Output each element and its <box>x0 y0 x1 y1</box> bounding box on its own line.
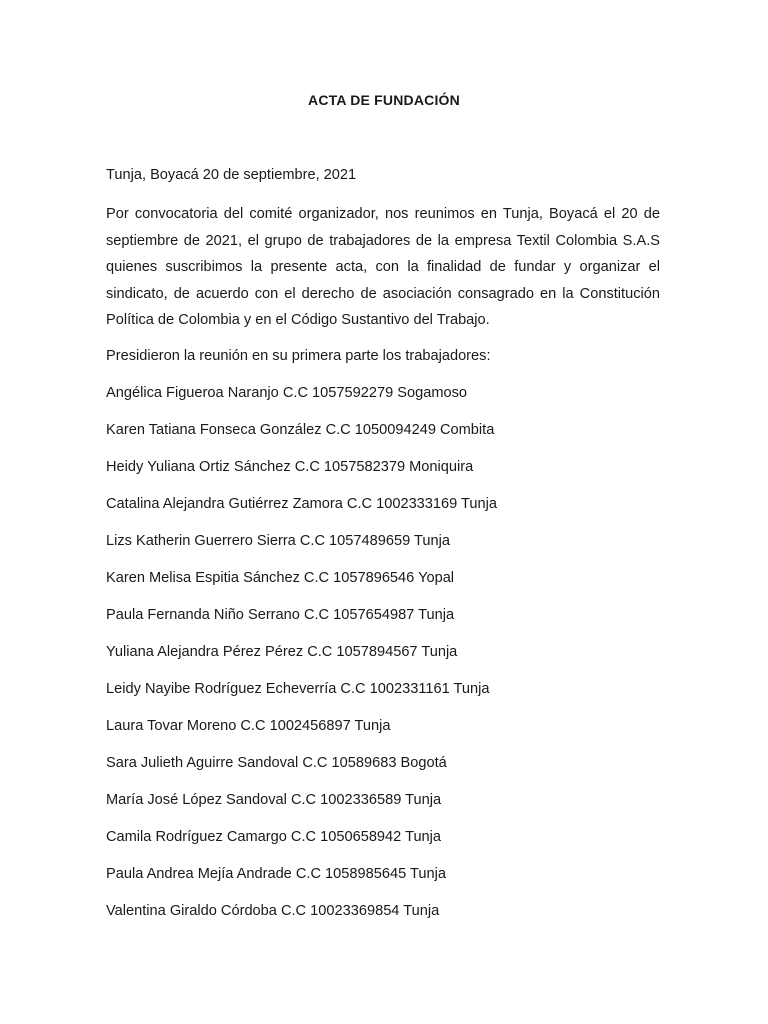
member-item: Lizs Katherin Guerrero Sierra C.C 1057489659 Tunja <box>106 532 450 549</box>
member-item: Sara Julieth Aguirre Sandoval C.C 10589683 Bogotá <box>106 754 447 771</box>
member-list <box>106 382 660 922</box>
member-item: Leidy Nayibe Rodríguez Echeverría C.C 1002331161 Tunja <box>106 680 490 697</box>
member-item: Valentina Giraldo Córdoba C.C 10023369854 Tunja <box>106 902 440 919</box>
member-item: Yuliana Alejandra Pérez Pérez C.C 1057894567 Tunja <box>106 643 458 660</box>
member-item: Heidy Yuliana Ortiz Sánchez C.C 1057582379 Moniquira <box>106 458 474 475</box>
place-date: Tunja, Boyacá 20 de septiembre, 2021 <box>106 167 357 183</box>
member-item: Camila Rodríguez Camargo C.C 1050658942 Tunja <box>106 828 442 845</box>
presided-intro: Presidieron la reunión en su primera parte los trabajadores: <box>106 347 491 364</box>
member-item: María José López Sandoval C.C 1002336589 Tunja <box>106 791 442 808</box>
member-item: Paula Andrea Mejía Andrade C.C 1058985645 Tunja <box>106 865 446 882</box>
member-item: Catalina Alejandra Gutiérrez Zamora C.C 1002333169 Tunja <box>106 495 498 512</box>
document-body <box>106 164 660 922</box>
member-item: Paula Fernanda Niño Serrano C.C 1057654987 Tunja <box>106 606 455 623</box>
member-item: Karen Melisa Espitia Sánchez C.C 1057896546 Yopal <box>106 569 455 586</box>
member-item: Karen Tatiana Fonseca González C.C 1050094249 Combita <box>106 421 495 438</box>
document-title: ACTA DE FUNDACIÓN <box>308 92 460 108</box>
member-item: Angélica Figueroa Naranjo C.C 1057592279 Sogamoso <box>106 384 468 401</box>
member-item: Laura Tovar Moreno C.C 1002456897 Tunja <box>106 717 391 734</box>
intro-paragraph: Por convocatoria del comité organizador, nos reunimos en Tunja, Boyacá el 20 de septiembre de 2021, el grupo de trabajadores de la empresa Textil Colombia S.A.S quienes suscribimos la presente acta, con la finalidad de fundar y organizar el sindicato, de acuerdo con el derecho de asociación consagrado en la Constitución Política de Colombia y en el Código Sustantivo del Trabajo. <box>106 206 660 328</box>
